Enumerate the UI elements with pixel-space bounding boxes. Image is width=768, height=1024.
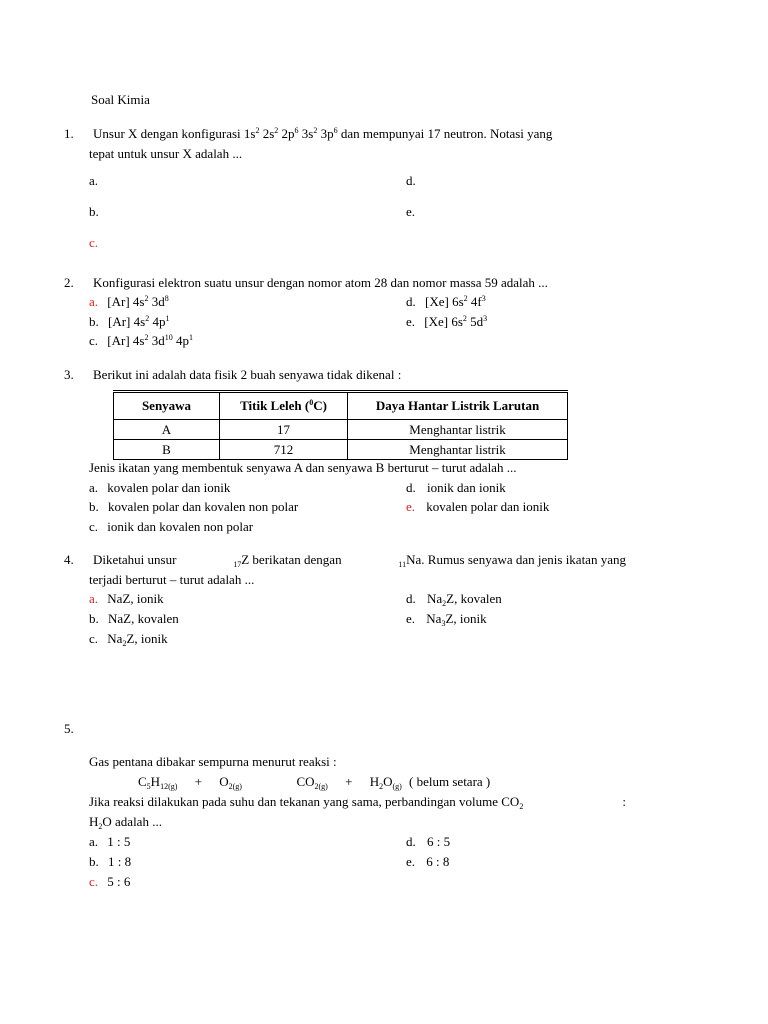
q5-question-line2 xyxy=(89,814,162,830)
q2-option-b-label: b. xyxy=(89,314,99,329)
q3-option-c[interactable] xyxy=(89,519,253,535)
q2-sup: 2 xyxy=(144,333,149,342)
q4-option-e-pre: Na xyxy=(426,611,442,626)
q1-option-c[interactable]: c. xyxy=(89,235,99,250)
q2-option-a[interactable] xyxy=(89,294,169,310)
q4-option-b[interactable] xyxy=(89,611,179,627)
q5-option-a-text: 1 : 5 xyxy=(107,834,131,849)
q3-number: 3. xyxy=(64,367,74,382)
q5-option-d-text: 6 : 5 xyxy=(427,834,451,849)
q4-sub: 17 xyxy=(233,560,242,569)
q2-option-e-mid: 5d xyxy=(466,314,484,329)
q2-sup: 2 xyxy=(463,294,468,303)
reaction-sub: (g) xyxy=(392,782,402,791)
q1-sup: 2 xyxy=(313,126,318,135)
table-header-titik-sup: 0 xyxy=(309,398,314,407)
q1-config: 3p xyxy=(320,126,334,141)
data-table xyxy=(113,390,568,460)
table-header-titik-pre: Titik Leleh ( xyxy=(240,398,310,413)
q3-option-a[interactable] xyxy=(89,480,230,496)
q1-number: 1. xyxy=(64,126,74,141)
q3-option-b-label: b. xyxy=(89,499,99,514)
q4-option-d-pre: Na xyxy=(427,591,443,606)
q4-element-na xyxy=(398,552,626,568)
q4-text-part: Z berikatan dengan xyxy=(241,552,342,567)
q4-option-c-pre: Na xyxy=(107,631,123,646)
reaction-c: C xyxy=(138,774,147,789)
q5-question-line1 xyxy=(89,794,626,810)
q5-line2-post: O adalah ... xyxy=(102,814,162,829)
q2-option-a-core: [Ar] 4s xyxy=(107,294,145,309)
q4-sub: 11 xyxy=(398,560,407,569)
q2-option-d-mid: 4f xyxy=(467,294,482,309)
q4-option-a-label: a. xyxy=(89,591,99,606)
q4-element-z xyxy=(233,552,341,568)
q5-question-line1-main xyxy=(89,794,523,810)
q3-option-b-text: kovalen polar dan kovalen non polar xyxy=(108,499,299,514)
q2-option-e[interactable] xyxy=(406,314,487,330)
reaction-h2o-o: O xyxy=(383,774,393,789)
q3-option-b[interactable] xyxy=(89,499,298,515)
reaction-h2o: H xyxy=(369,774,380,789)
q3-option-e-label: e. xyxy=(406,499,416,514)
q5-option-b-text: 1 : 8 xyxy=(108,854,132,869)
q5-option-a-label: a. xyxy=(89,834,99,849)
table-cell-senyawa: A xyxy=(114,420,220,440)
table-row xyxy=(114,420,568,440)
q2-option-d[interactable] xyxy=(406,294,486,310)
q1-option-a[interactable]: a. xyxy=(89,173,99,188)
q2-option-a-mid: 3d xyxy=(148,294,165,309)
q5-option-a[interactable] xyxy=(89,834,130,850)
q2-option-d-core: [Xe] 6s xyxy=(425,294,464,309)
reaction-o2: O xyxy=(219,774,229,789)
table-cell-daya: Menghantar listrik xyxy=(348,440,568,460)
q3-option-d[interactable] xyxy=(406,480,506,496)
q5-option-d[interactable] xyxy=(406,834,450,850)
q2-number: 2. xyxy=(64,275,74,290)
q4-option-a-text: NaZ, ionik xyxy=(107,591,164,606)
q5-option-d-label: d. xyxy=(406,834,416,849)
reaction-sub: 12(g) xyxy=(160,782,178,791)
table-header-titik-post: C) xyxy=(313,398,327,413)
q2-option-e-label: e. xyxy=(406,314,416,329)
q1-config: 2s xyxy=(262,126,275,141)
q5-reaction xyxy=(138,774,490,790)
q2-sup: 2 xyxy=(145,314,150,323)
q3-option-c-text: ionik dan kovalen non polar xyxy=(107,519,254,534)
q4-option-c-post: Z, ionik xyxy=(126,631,168,646)
q4-option-b-text: NaZ, kovalen xyxy=(108,611,179,626)
q4-option-e-label: e. xyxy=(406,611,416,626)
q5-option-c[interactable] xyxy=(89,874,130,890)
q2-text: Konfigurasi elektron suatu unsur dengan nomor atom 28 dan nomor massa 59 adalah ... xyxy=(93,275,548,290)
q4-text-part: Na. Rumus senyawa dan jenis ikatan yang xyxy=(406,552,626,567)
reaction-sub: 2(g) xyxy=(314,782,328,791)
q1-option-d[interactable]: d. xyxy=(406,173,416,188)
table-cell-titik: 17 xyxy=(220,420,348,440)
q4-option-b-label: b. xyxy=(89,611,99,626)
q2-sup: 2 xyxy=(144,294,149,303)
q4-number: 4. xyxy=(64,552,74,567)
q2-sup: 2 xyxy=(462,314,467,323)
reaction-note: ( belum setara ) xyxy=(409,774,491,789)
q1-sup: 6 xyxy=(294,126,299,135)
q3-question: Jenis ikatan yang membentuk senyawa A dan senyawa B berturut – turut adalah ... xyxy=(89,460,517,475)
q3-option-a-text: kovalen polar dan ionik xyxy=(107,480,231,495)
q4-option-a[interactable] xyxy=(89,591,164,607)
q1-config: 2p xyxy=(281,126,295,141)
q2-sup: 8 xyxy=(164,294,169,303)
reaction-plus: + xyxy=(345,774,353,789)
q5-sub: 2 xyxy=(519,802,524,811)
reaction-h: H xyxy=(150,774,161,789)
q2-sup: 1 xyxy=(165,314,170,323)
q2-option-b-mid: 4p xyxy=(149,314,166,329)
q2-option-c[interactable] xyxy=(89,333,193,349)
reaction-plus: + xyxy=(194,774,202,789)
table-header-senyawa: Senyawa xyxy=(114,392,220,420)
q5-option-b[interactable] xyxy=(89,854,131,870)
q4-option-c-label: c. xyxy=(89,631,99,646)
q2-sup: 3 xyxy=(481,294,486,303)
q3-text: Berikut ini adalah data fisik 2 buah senyawa tidak dikenal : xyxy=(93,367,402,382)
reaction-sub: 2(g) xyxy=(228,782,242,791)
reaction-sub: 5 xyxy=(146,782,151,791)
q2-sup: 10 xyxy=(164,333,173,342)
q1-text-post: dan mempunyai 17 neutron. Notasi yang xyxy=(340,126,553,141)
table-header-daya-hantar: Daya Hantar Listrik Larutan xyxy=(348,392,568,420)
q4-text-line2: terjadi berturut – turut adalah ... xyxy=(89,572,255,587)
q2-option-b[interactable] xyxy=(89,314,169,330)
q3-option-e[interactable] xyxy=(406,499,549,515)
table-header-titik-leleh xyxy=(220,392,348,420)
q2-sup: 3 xyxy=(483,314,488,323)
q5-option-b-label: b. xyxy=(89,854,99,869)
q5-number: 5. xyxy=(64,721,74,736)
q4-option-e[interactable] xyxy=(406,611,487,627)
q5-line2-h: H xyxy=(89,814,99,829)
q5-sub: 2 xyxy=(98,822,103,831)
table-cell-senyawa: B xyxy=(114,440,220,460)
q3-option-d-label: d. xyxy=(406,480,416,495)
table-cell-titik: 712 xyxy=(220,440,348,460)
reaction-sub: 2 xyxy=(379,782,384,791)
reaction-co2: CO xyxy=(296,774,315,789)
q4-text xyxy=(93,552,626,568)
q2-option-e-core: [Xe] 6s xyxy=(424,314,463,329)
q3-option-a-label: a. xyxy=(89,480,99,495)
q2-option-c-mid: 3d xyxy=(148,333,165,348)
q1-config: 3s xyxy=(301,126,314,141)
q4-option-d-label: d. xyxy=(406,591,416,606)
q2-option-b-core: [Ar] 4s xyxy=(108,314,146,329)
q5-option-c-text: 5 : 6 xyxy=(107,874,131,889)
q4-option-d[interactable] xyxy=(406,591,502,607)
q5-option-e-label: e. xyxy=(406,854,416,869)
q5-option-e[interactable] xyxy=(406,854,449,870)
q5-line1-post: : xyxy=(622,794,626,809)
q4-text-part: Diketahui unsur xyxy=(93,552,177,567)
q1-option-b[interactable]: b. xyxy=(89,204,99,219)
table-header-row xyxy=(114,392,568,420)
q3-option-e-text: kovalen polar dan ionik xyxy=(426,499,550,514)
q2-sup: 1 xyxy=(188,333,193,342)
q2-option-c-core: [Ar] 4s xyxy=(107,333,145,348)
q5-option-c-label: c. xyxy=(89,874,99,889)
q4-sub: 3 xyxy=(441,619,446,628)
q4-option-e-post: Z, ionik xyxy=(445,611,487,626)
q1-text xyxy=(93,126,552,142)
q1-sup: 2 xyxy=(255,126,260,135)
q2-option-a-label: a. xyxy=(89,294,99,309)
q2-option-c-label: c. xyxy=(89,333,99,348)
q1-sup: 2 xyxy=(274,126,279,135)
q1-text-line2: tepat untuk unsur X adalah ... xyxy=(89,146,243,161)
q5-option-e-text: 6 : 8 xyxy=(426,854,450,869)
q4-sub: 2 xyxy=(122,639,127,648)
table-row xyxy=(114,440,568,460)
q5-intro: Gas pentana dibakar sempurna menurut reaksi : xyxy=(89,754,337,769)
q4-sub: 2 xyxy=(442,599,447,608)
q4-option-d-post: Z, kovalen xyxy=(446,591,502,606)
q3-option-d-text: ionik dan ionik xyxy=(427,480,506,495)
q2-option-d-label: d. xyxy=(406,294,416,309)
q4-option-c[interactable] xyxy=(89,631,168,647)
table-cell-daya: Menghantar listrik xyxy=(348,420,568,440)
q2-option-c-mid2: 4p xyxy=(172,333,189,348)
q5-line1-pre: Jika reaksi dilakukan pada suhu dan tekanan yang sama, perbandingan volume CO xyxy=(89,794,520,809)
q1-option-e[interactable]: e. xyxy=(406,204,416,219)
q1-text-pre: Unsur X dengan konfigurasi 1s xyxy=(93,126,256,141)
q1-sup: 6 xyxy=(333,126,338,135)
q3-option-c-label: c. xyxy=(89,519,99,534)
page-title: Soal Kimia xyxy=(91,92,150,107)
